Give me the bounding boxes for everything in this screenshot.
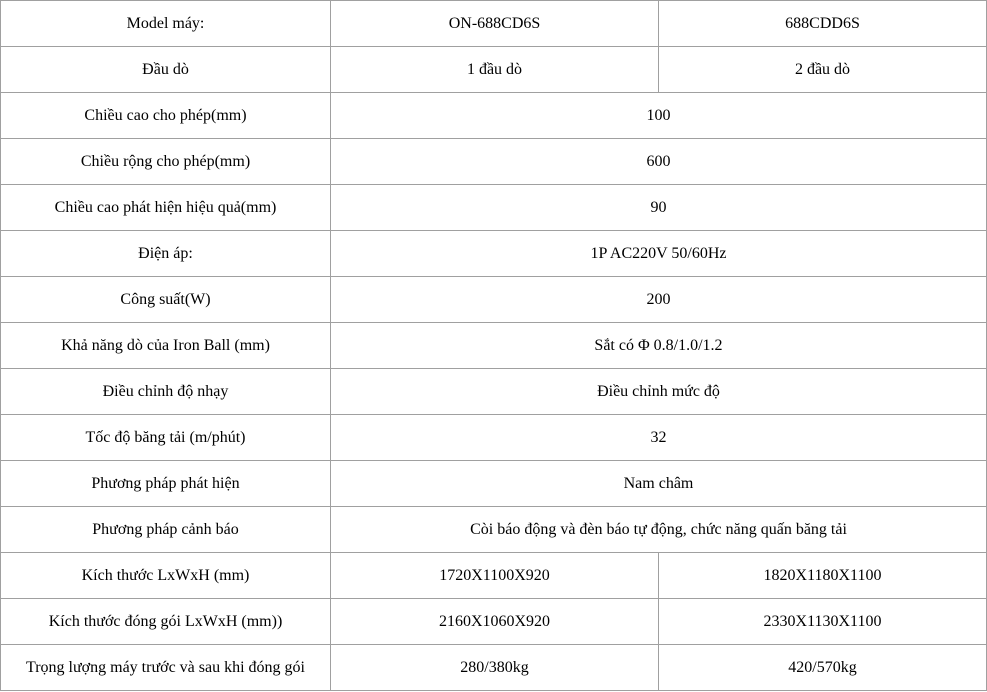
table-row-weight bbox=[1, 645, 987, 691]
row-label: Kích thước LxWxH (mm) bbox=[1, 553, 331, 599]
row-label: Công suất(W) bbox=[1, 277, 331, 323]
table-row-allowed-width bbox=[1, 139, 987, 185]
row-label: Trọng lượng máy trước và sau khi đóng gói bbox=[1, 645, 331, 691]
row-label: Chiều rộng cho phép(mm) bbox=[1, 139, 331, 185]
model-a-cell: ON-688CD6S bbox=[331, 1, 659, 47]
table-row-allowed-height bbox=[1, 93, 987, 139]
table-row-voltage bbox=[1, 231, 987, 277]
value-a-cell: 280/380kg bbox=[331, 645, 659, 691]
table-row-probe bbox=[1, 47, 987, 93]
table-row-effective-height bbox=[1, 185, 987, 231]
table-row-sensitivity bbox=[1, 369, 987, 415]
shared-value-cell: Điều chỉnh mức độ bbox=[331, 369, 987, 415]
model-b-cell: 688CDD6S bbox=[659, 1, 987, 47]
value-b-cell: 420/570kg bbox=[659, 645, 987, 691]
row-label: Chiều cao cho phép(mm) bbox=[1, 93, 331, 139]
row-label: Tốc độ băng tải (m/phút) bbox=[1, 415, 331, 461]
row-label: Điện áp: bbox=[1, 231, 331, 277]
shared-value-cell: Còi báo động và đèn báo tự động, chức năng quấn băng tải bbox=[331, 507, 987, 553]
shared-value-cell: 600 bbox=[331, 139, 987, 185]
table-row-alarm-method bbox=[1, 507, 987, 553]
shared-value-cell: Nam châm bbox=[331, 461, 987, 507]
table-row-conveyor-speed bbox=[1, 415, 987, 461]
row-label: Model máy: bbox=[1, 1, 331, 47]
value-b-cell: 1820X1180X1100 bbox=[659, 553, 987, 599]
value-a-cell: 2160X1060X920 bbox=[331, 599, 659, 645]
table-row-detection-method bbox=[1, 461, 987, 507]
row-label: Phương pháp cảnh báo bbox=[1, 507, 331, 553]
table-row-dimensions bbox=[1, 553, 987, 599]
table-row-package-dimensions bbox=[1, 599, 987, 645]
row-label: Khả năng dò của Iron Ball (mm) bbox=[1, 323, 331, 369]
table-row-iron-ball bbox=[1, 323, 987, 369]
value-b-cell: 2 đầu dò bbox=[659, 47, 987, 93]
row-label: Chiều cao phát hiện hiệu quả(mm) bbox=[1, 185, 331, 231]
shared-value-cell: 100 bbox=[331, 93, 987, 139]
shared-value-cell: 90 bbox=[331, 185, 987, 231]
shared-value-cell: 32 bbox=[331, 415, 987, 461]
table-row-power bbox=[1, 277, 987, 323]
shared-value-cell: 200 bbox=[331, 277, 987, 323]
row-label: Đầu dò bbox=[1, 47, 331, 93]
value-a-cell: 1 đầu dò bbox=[331, 47, 659, 93]
row-label: Kích thước đóng gói LxWxH (mm)) bbox=[1, 599, 331, 645]
row-label: Phương pháp phát hiện bbox=[1, 461, 331, 507]
shared-value-cell: 1P AC220V 50/60Hz bbox=[331, 231, 987, 277]
shared-value-cell: Sắt có Φ 0.8/1.0/1.2 bbox=[331, 323, 987, 369]
row-label: Điều chỉnh độ nhạy bbox=[1, 369, 331, 415]
table-row-model bbox=[1, 1, 987, 47]
value-b-cell: 2330X1130X1100 bbox=[659, 599, 987, 645]
value-a-cell: 1720X1100X920 bbox=[331, 553, 659, 599]
